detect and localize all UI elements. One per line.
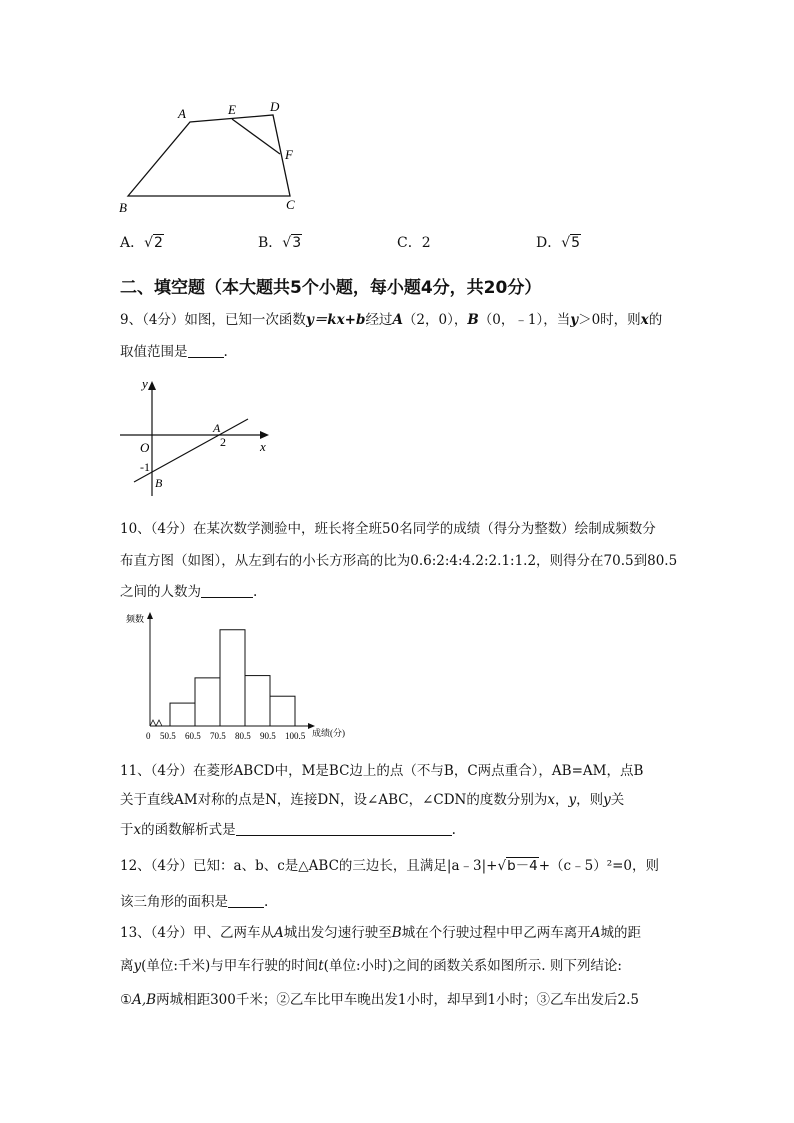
choice-a[interactable] xyxy=(120,232,164,252)
q13-line2 xyxy=(120,956,622,976)
histogram-bar xyxy=(220,630,245,726)
q11-var-x: x xyxy=(133,822,142,838)
q13-city-a: A xyxy=(274,925,284,941)
tick-minus1-label: -1 xyxy=(140,460,150,474)
choice-letter: C． xyxy=(397,235,422,251)
quadrilateral-figure xyxy=(110,96,320,220)
frequency-histogram xyxy=(120,608,370,748)
choice-value: 2 xyxy=(154,235,163,251)
q9-var-y: y xyxy=(570,312,579,328)
q10-answer-blank[interactable] xyxy=(201,583,253,598)
q9-text: . xyxy=(223,344,228,360)
q13-text: 城在个行驶过程中甲乙两车离开 xyxy=(401,925,591,941)
q10-text: 之间的人数为 xyxy=(120,584,201,600)
q9-point-a: A xyxy=(392,312,403,328)
q13-text: 千米；②乙车比甲车晚出发1小时，却早到1小时；③乙车出发后 xyxy=(235,992,618,1008)
origin-label: O xyxy=(140,440,150,455)
q12-line2 xyxy=(120,892,268,912)
q11-line3 xyxy=(120,820,456,840)
choice-d[interactable] xyxy=(536,232,581,252)
q13-text: 城出发匀速行驶至 xyxy=(283,925,392,941)
q12-line1 xyxy=(120,856,659,876)
q9-text: 9、（4分）如图，已知一次函数 xyxy=(120,312,306,328)
choice-value: 5 xyxy=(571,235,581,251)
q9-point-b: B xyxy=(467,312,479,328)
q13-city-b: B xyxy=(391,925,402,941)
q13-number: 2.5 xyxy=(617,992,640,1008)
q12-text: +（c﹣5）²=0，则 xyxy=(538,858,660,874)
q10-line3 xyxy=(120,582,257,602)
point-a-label: A xyxy=(213,421,221,435)
q9-function: y＝kx+b xyxy=(305,312,366,328)
q13-line3 xyxy=(120,990,639,1010)
q9-text: （0，﹣1），当 xyxy=(478,312,571,328)
q11-answer-blank[interactable] xyxy=(236,821,452,836)
x-tick-label: 60.5 xyxy=(185,731,201,741)
q10-text: . xyxy=(253,584,258,600)
q13-text: 离 xyxy=(120,958,134,974)
q11-var-x: x xyxy=(547,792,555,808)
label-A: A xyxy=(178,106,186,121)
q11-line2 xyxy=(120,790,624,810)
q11-var-y: y xyxy=(603,792,611,808)
label-E: E xyxy=(228,102,236,117)
sqrt-sign: √b－4 xyxy=(497,858,538,874)
axis-label-x: x xyxy=(260,439,266,454)
label-D: D xyxy=(270,99,280,114)
q11-text: 关于直线AM对称的点是N，连接DN，设∠ABC，∠CDN的度数分别为 xyxy=(120,792,548,808)
q11-text: 关 xyxy=(610,792,625,808)
q9-line1 xyxy=(120,310,662,330)
q13-cities: A,B xyxy=(132,992,157,1008)
q9-text: 的 xyxy=(648,312,663,328)
q9-var-x: x xyxy=(640,312,649,328)
axis-label-y: y xyxy=(142,376,148,391)
q10-line2: 布直方图（如图），从左到右的小长方形高的比为0.6:2:4:4.2:2.1:1.2，则得分在70.5到80.5 xyxy=(120,553,678,569)
x-tick-label: 80.5 xyxy=(235,731,251,741)
x-tick-label: 50.5 xyxy=(160,731,176,741)
label-F: F xyxy=(285,147,293,162)
q13-text: 13、（4分）甲、乙两车从 xyxy=(120,925,275,941)
q9-line2 xyxy=(120,342,228,362)
q13-line1 xyxy=(120,923,641,943)
label-B: B xyxy=(119,200,127,215)
y-axis-label: 频数 xyxy=(126,614,145,624)
x-tick-label: 100.5 xyxy=(285,731,306,741)
origin-zero-label: 0 xyxy=(146,731,151,741)
q13-text: 两城相距 xyxy=(156,992,211,1008)
q13-text: 城的距 xyxy=(600,925,641,941)
point-b-label: B xyxy=(155,476,163,490)
histogram-bar xyxy=(245,676,270,726)
choice-b[interactable] xyxy=(258,232,302,252)
q12-radicand: b－4 xyxy=(507,858,538,874)
histogram-bar xyxy=(170,703,195,726)
histogram-bar xyxy=(270,696,295,726)
q11-line1: 11、（4分）在菱形ABCD中，M是BC边上的点（不与B，C两点重合），AB=AM，点B xyxy=(120,763,644,779)
q11-text: 于 xyxy=(120,822,134,838)
q11-var-y: y xyxy=(568,792,577,808)
sqrt-sign: √3 xyxy=(282,235,302,251)
q11-text: ，则 xyxy=(576,792,604,808)
label-C: C xyxy=(286,197,295,212)
tick-2-label: 2 xyxy=(220,435,226,449)
q11-text: . xyxy=(451,822,456,838)
q13-text: (单位:小时)之间的函数关系如图所示. 则下列结论: xyxy=(323,958,622,974)
q9-text: （2，0）， xyxy=(402,312,468,328)
q9-text: ＞0时，则 xyxy=(578,312,641,328)
q9-text: 取值范围是 xyxy=(120,344,188,360)
x-tick-label: 70.5 xyxy=(210,731,226,741)
q13-city-a: A xyxy=(590,925,601,941)
q9-text: 经过 xyxy=(365,312,393,328)
q11-text: 的函数解析式是 xyxy=(141,822,236,838)
histogram-bar xyxy=(195,678,220,726)
q13-text: (单位:千米)与甲车行驶的时间 xyxy=(141,958,319,974)
q9-linear-graph xyxy=(114,374,280,500)
q13-number: 300 xyxy=(210,992,236,1008)
q12-answer-blank[interactable] xyxy=(228,893,264,908)
q12-text: 12、（4分）已知：a、b、c是△ABC的三边长，且满足|a﹣3|+ xyxy=(120,858,498,874)
choice-letter: D． xyxy=(536,235,562,251)
q9-answer-blank[interactable] xyxy=(188,343,224,358)
choice-value: 2 xyxy=(421,235,431,251)
sqrt-sign: √2 xyxy=(144,235,163,251)
q12-text: 该三角形的面积是 xyxy=(120,894,228,910)
q11-text: ， xyxy=(554,792,569,808)
q13-text: ① xyxy=(120,992,133,1008)
x-tick-label: 90.5 xyxy=(260,731,276,741)
choice-c[interactable] xyxy=(397,232,431,252)
q12-text: . xyxy=(264,894,269,910)
choice-letter: A． xyxy=(120,235,145,251)
choice-value: 3 xyxy=(292,235,302,251)
sqrt-sign: √5 xyxy=(561,235,581,251)
section-heading: 二、填空题（本大题共5个小题，每小题4分，共20分） xyxy=(120,278,542,298)
q10-line1: 10、（4分）在某次数学测验中，班长将全班50名同学的成绩（得分为整数）绘制成频数分 xyxy=(120,521,656,537)
q13-var-y: y xyxy=(133,958,142,974)
q13-var-t: t xyxy=(318,958,324,974)
x-axis-label: 成绩(分) xyxy=(312,728,345,738)
choice-letter: B． xyxy=(258,235,283,251)
